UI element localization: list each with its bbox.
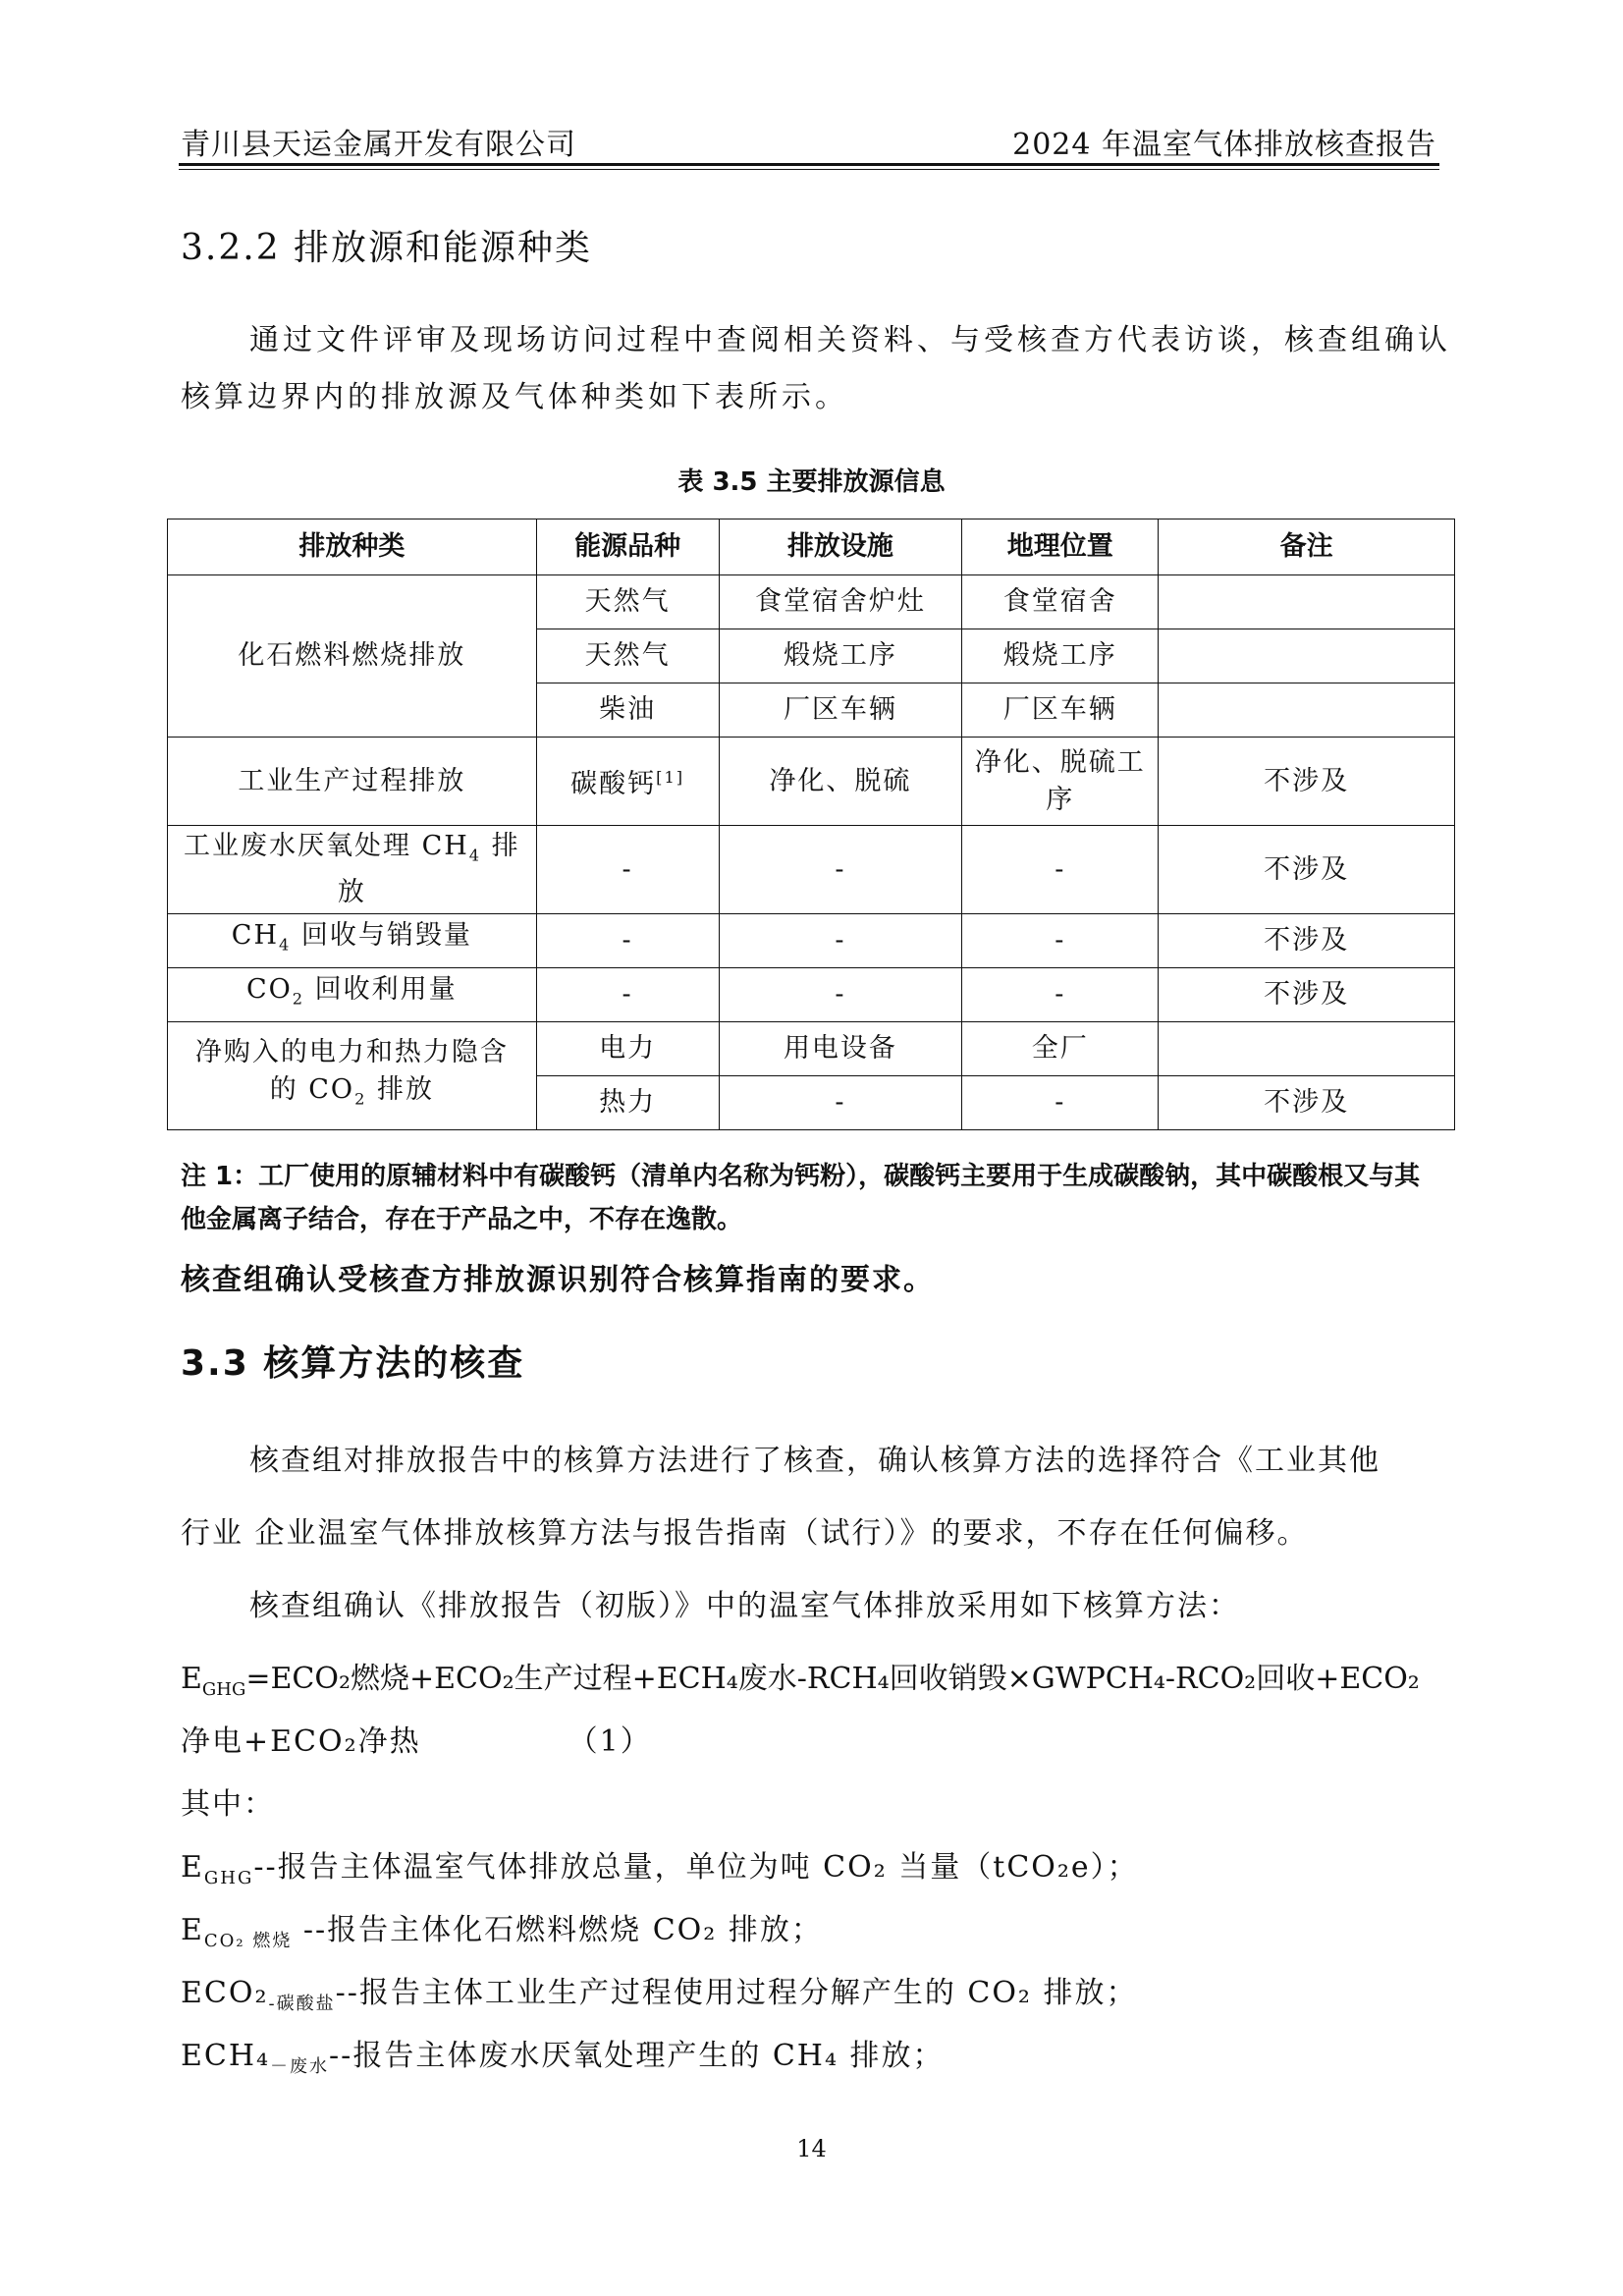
cell-facility: -: [719, 914, 962, 968]
category-sub: 2: [292, 989, 305, 1009]
formula-line1: [181, 1654, 1420, 1700]
cell-category: [168, 914, 537, 968]
cell-note: 不涉及: [1159, 1076, 1455, 1130]
cell-location: [962, 738, 1159, 826]
cell-category: [168, 968, 537, 1022]
section-3-2-2-title: 3.2.2 排放源和能源种类: [181, 228, 593, 268]
section-3-3-title: 3.3 核算方法的核查: [181, 1343, 525, 1384]
cell-facility: -: [719, 826, 962, 914]
cell-category: [168, 826, 537, 914]
cell-location: 全厂: [962, 1022, 1159, 1076]
cell-location: 食堂宿舍: [962, 575, 1159, 629]
location-line1: 净化、脱硫工: [974, 746, 1146, 778]
cell-category: 化石燃料燃烧排放: [168, 575, 537, 738]
table-footnote: 注 1：工厂使用的原辅材料中有碳酸钙（清单内名称为钙粉），碳酸钙主要用于生成碳酸钠，其中碳酸根又与其他金属离子结合，存在于产品之中，不存在逸散。: [181, 1162, 1421, 1234]
table-row: [168, 575, 1455, 629]
def-text: --报告主体化石燃料燃烧 CO₂ 排放；: [292, 1913, 823, 1947]
def-symbol: E: [181, 1850, 204, 1885]
cell-note: 不涉及: [1159, 914, 1455, 968]
header-rule-thick: [179, 163, 1439, 166]
cell-note: [1159, 683, 1455, 738]
formula-symbol: E: [181, 1662, 202, 1696]
energy-text: 碳酸钙: [570, 769, 657, 799]
cell-energy: -: [536, 968, 719, 1022]
cell-energy: 电力: [536, 1022, 719, 1076]
def-text: --报告主体废水厌氧处理产生的 CH₄ 排放；: [329, 2039, 945, 2073]
section-3-3-para2: 核查组确认《排放报告（初版）》中的温室气体排放采用如下核算方法：: [249, 1589, 1240, 1623]
def-symbol-sub: CO₂ 燃烧: [203, 1931, 293, 1951]
table-row: [168, 1022, 1455, 1076]
header-rule-thin: [179, 169, 1439, 170]
def-text: --报告主体工业生产过程使用过程分解产生的 CO₂ 排放；: [335, 1976, 1138, 2010]
def-text: --报告主体温室气体排放总量，单位为吨 CO₂ 当量（tCO₂e）；: [253, 1850, 1139, 1885]
cell-location: -: [962, 968, 1159, 1022]
def-symbol-sub: －废水: [270, 2056, 330, 2077]
cell-energy: 天然气: [536, 629, 719, 683]
cell-facility: 厂区车辆: [719, 683, 962, 738]
def-symbol-sub: GHG: [203, 1868, 254, 1888]
cell-location: 厂区车辆: [962, 683, 1159, 738]
table-row: [168, 968, 1455, 1022]
section-3-3-para1-line2: 行业 企业温室气体排放核算方法与报告指南（试行）》的要求，不存在任何偏移。: [181, 1516, 1309, 1551]
formula-symbol-sub: GHG: [201, 1679, 246, 1700]
cell-energy: -: [536, 914, 719, 968]
category-text-b: 回收与销毁量: [291, 920, 472, 952]
table-caption: 表 3.5 主要排放源信息: [677, 467, 946, 497]
formula-body: =ECO₂燃烧+ECO₂生产过程+ECH₄废水-RCH₄回收销毁×GWPCH₄-RCO₂回收+ECO₂: [245, 1662, 1420, 1696]
cell-facility: -: [719, 1076, 962, 1130]
category-text-b: 排放: [366, 1073, 434, 1105]
company-name: 青川县天运金属开发有限公司: [181, 128, 576, 162]
formula-line2: [181, 1717, 652, 1760]
def-symbol: ECH₄: [181, 2039, 271, 2073]
cell-note: 不涉及: [1159, 738, 1455, 826]
section-3-2-2-para-line2: 核算边界内的排放源及气体种类如下表所示。: [181, 380, 848, 414]
cell-category: 工业生产过程排放: [168, 738, 537, 826]
table-row: [168, 914, 1455, 968]
category-sub: 4: [279, 935, 292, 955]
definition-e-ghg: [181, 1842, 1139, 1888]
cell-energy: 天然气: [536, 575, 719, 629]
category-text-a: CH: [231, 920, 279, 952]
cell-category: [168, 1022, 537, 1130]
table-row: [168, 826, 1455, 914]
report-title: 2024 年温室气体排放核查报告: [1012, 128, 1436, 162]
cell-note: [1159, 575, 1455, 629]
footnote-ref: [1]: [656, 768, 685, 787]
category-text-a: 工业废水厌氧处理 CH: [183, 830, 469, 861]
definition-e-co2-combustion: [181, 1905, 823, 1952]
cell-facility: 用电设备: [719, 1022, 962, 1076]
location-line2: 序: [1046, 784, 1075, 815]
formula-number: （1）: [568, 1724, 652, 1759]
col-header-facility: 排放设施: [719, 519, 962, 575]
category-text-b: 排: [481, 830, 520, 861]
col-header-category: 排放种类: [168, 519, 537, 575]
section-3-3-para1-line1: 核查组对排放报告中的核算方法进行了核查，确认核算方法的选择符合《工业其他: [249, 1444, 1380, 1478]
cell-note: [1159, 1022, 1455, 1076]
def-symbol: ECO₂: [181, 1976, 269, 2010]
category-text-b: 回收利用量: [304, 974, 458, 1006]
category-line2: 放: [337, 877, 366, 908]
cell-note: 不涉及: [1159, 826, 1455, 914]
category-text-a: 的 CO: [269, 1073, 355, 1105]
definition-e-ch4-wastewater: [181, 2031, 945, 2078]
cell-facility: -: [719, 968, 962, 1022]
cell-location: -: [962, 1076, 1159, 1130]
col-header-energy: 能源品种: [536, 519, 719, 575]
cell-energy: -: [536, 826, 719, 914]
cell-location: -: [962, 914, 1159, 968]
cell-location: -: [962, 826, 1159, 914]
table-header-row: [168, 519, 1455, 575]
cell-facility: 净化、脱硫: [719, 738, 962, 826]
cell-energy: 柴油: [536, 683, 719, 738]
cell-note: [1159, 629, 1455, 683]
cell-facility: 食堂宿舍炉灶: [719, 575, 962, 629]
col-header-note: 备注: [1159, 519, 1455, 575]
def-symbol-sub: -碳酸盐: [268, 1994, 336, 2014]
definition-e-co2-carbonate: [181, 1968, 1138, 2015]
col-header-location: 地理位置: [962, 519, 1159, 575]
formula-body-line2: 净电+ECO₂净热: [181, 1724, 421, 1759]
category-sub: 2: [354, 1089, 367, 1109]
cell-note: 不涉及: [1159, 968, 1455, 1022]
def-symbol: E: [181, 1913, 204, 1947]
cell-facility: 煅烧工序: [719, 629, 962, 683]
category-line1: 净购入的电力和热力隐含: [194, 1036, 509, 1067]
cell-energy: 热力: [536, 1076, 719, 1130]
page-number: 14: [796, 2135, 827, 2162]
table-row: [168, 738, 1455, 826]
category-text-a: CO: [245, 974, 293, 1006]
cell-energy: [536, 738, 719, 826]
category-sub: 4: [468, 846, 482, 865]
confirmation-statement: 核查组确认受核查方排放源识别符合核算指南的要求。: [181, 1263, 935, 1297]
section-3-2-2-para-line1: 通过文件评审及现场访问过程中查阅相关资料、与受核查方代表访谈，核查组确认: [249, 323, 1451, 357]
cell-location: 煅烧工序: [962, 629, 1159, 683]
emission-source-table: [167, 519, 1455, 1130]
where-label: 其中：: [181, 1787, 275, 1822]
